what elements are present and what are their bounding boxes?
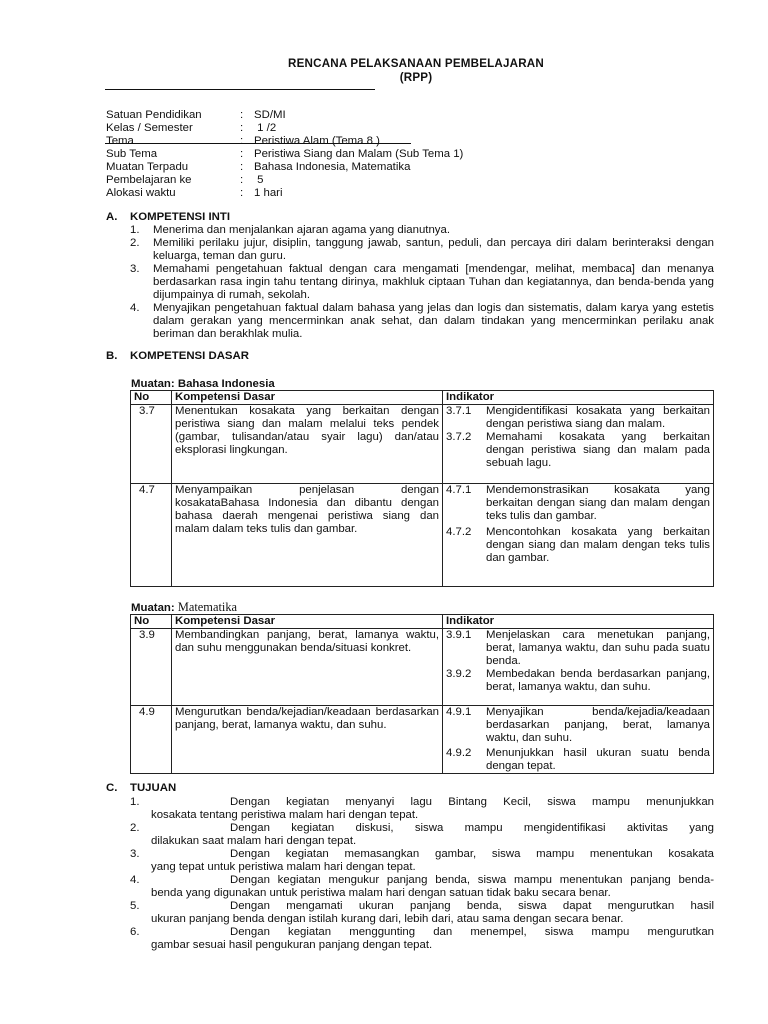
list-item xyxy=(130,263,714,302)
list-item xyxy=(130,874,714,900)
item-text: Menerima dan menjalankan ajaran agama yang dianutnya. xyxy=(153,224,450,236)
column-header: No xyxy=(131,391,172,405)
list-item xyxy=(130,822,714,848)
indikator-text: Memahami kosakata yang berkaitan dengan peristiwa siang dan malam pada sebuah lagu. xyxy=(486,431,710,469)
identity-row xyxy=(106,135,380,148)
indikator-text: Mencontohkan kosakata yang berkaitan dengan siang dan malam dengan teks tulis dan gambar. xyxy=(486,526,710,564)
indikator-code: 4.9.1 xyxy=(446,706,472,718)
indikator-cell xyxy=(443,706,714,774)
kd-number: 3.9 xyxy=(131,629,172,706)
muatan-label: Muatan: xyxy=(131,602,175,614)
indikator-text: Membedakan benda berdasarkan panjang, berat, lamanya waktu, dan suhu. xyxy=(486,668,710,693)
identity-row xyxy=(106,122,276,135)
identity-value: SD/MI xyxy=(254,109,286,121)
indikator-text: Mendemonstrasikan kosakata yang berkaitan dengan siang dan malam dengan teks tulis dan gambar. xyxy=(486,484,710,522)
identity-colon: : xyxy=(240,135,244,147)
indikator-item xyxy=(446,747,710,773)
item-text: Memiliki perilaku jujur, disiplin, tanggung jawab, santun, peduli, dan percaya diri dalam berinteraksi dengan keluarga, teman dan guru. xyxy=(153,237,714,262)
document-title: RENCANA PELAKSANAAN PEMBELAJARAN xyxy=(288,57,544,70)
identity-row xyxy=(106,174,264,187)
table-row xyxy=(131,629,714,706)
identity-colon: : xyxy=(240,174,244,186)
list-item xyxy=(130,237,714,263)
indikator-text: Menjelaskan cara menetukan panjang, berat, lamanya waktu, dan suhu pada suatu benda. xyxy=(486,629,710,667)
table-row xyxy=(131,484,714,587)
indikator-item xyxy=(446,629,710,668)
indikator-cell xyxy=(443,484,714,587)
kd-text: Menentukan kosakata yang berkaitan dengan peristiwa siang dan malam melalui teks pendek (gambar, tulisandan/atau syair lagu) dan/atau eksplorasi lingkungan. xyxy=(172,405,443,484)
list-item xyxy=(130,848,714,874)
item-text: Memahami pengetahuan faktual dengan cara mengamati [mendengar, melihat, membaca] dan menanya berdasarkan rasa ingin tahu tentang dirinya, makhluk ciptaan Tuhan dan kegiatannya, dan benda-benda yang dijumpainya di rumah, sekolah. xyxy=(153,263,714,301)
identity-label: Satuan Pendidikan xyxy=(106,109,202,121)
item-text-first-line: Dengan kegiatan memasangkan gambar, siswa mampu menentukan kosakata xyxy=(230,848,714,860)
title-underline xyxy=(105,89,375,90)
item-text-first-line: Dengan kegiatan mengukur panjang benda, siswa mampu menentukan panjang benda- xyxy=(230,874,714,886)
identity-value: Peristiwa Siang dan Malam (Sub Tema 1) xyxy=(254,148,464,160)
section-title: KOMPETENSI INTI xyxy=(130,211,230,223)
identity-value: 1 hari xyxy=(254,187,283,199)
item-number: 4. xyxy=(130,874,140,886)
muatan-bahasa-label xyxy=(131,378,275,390)
indikator-item xyxy=(446,484,710,523)
identity-colon: : xyxy=(240,109,244,121)
column-header: Indikator xyxy=(443,615,714,629)
list-item xyxy=(130,926,714,952)
item-number: 4. xyxy=(130,302,140,314)
item-number: 5. xyxy=(130,900,140,912)
item-number: 3. xyxy=(130,263,140,275)
section-heading-kompetensi-dasar xyxy=(106,350,249,362)
identity-colon: : xyxy=(240,122,244,134)
muatan-matematika-label xyxy=(131,600,237,615)
item-number: 2. xyxy=(130,822,140,834)
section-title: KOMPETENSI DASAR xyxy=(130,350,249,362)
column-header: Indikator xyxy=(443,391,714,405)
section-title: TUJUAN xyxy=(130,782,177,794)
kd-text: Menyampaikan penjelasan dengan kosakataBahasa Indonesia dan dibantu dengan bahasa daerah mengenai peristiwa siang dan malam dalam teks tulis dan gambar. xyxy=(172,484,443,587)
list-item xyxy=(130,796,714,822)
identity-value: 5 xyxy=(254,174,264,186)
item-text-continuation: yang tepat untuk peristiwa malam hari dengan tepat. xyxy=(151,861,416,873)
indikator-item xyxy=(446,526,710,565)
indikator-code: 3.9.1 xyxy=(446,629,472,641)
identity-label: Tema xyxy=(106,135,134,147)
identity-value: 1 /2 xyxy=(254,122,277,134)
identity-colon: : xyxy=(240,161,244,173)
kd-number: 3.7 xyxy=(131,405,172,484)
strikethrough-line xyxy=(105,143,411,144)
identity-row xyxy=(106,187,283,200)
item-number: 3. xyxy=(130,848,140,860)
indikator-item xyxy=(446,668,710,694)
identity-value: Bahasa Indonesia, Matematika xyxy=(254,161,411,173)
item-text: Menyajikan pengetahuan faktual dalam bahasa yang jelas dan logis dan sistematis, dalam karya yang estetis dalam gerakan yang mencerminkan anak sehat, dan dalam tindakan yang mencerminkan perilaku anak beriman dan berakhlak mulia. xyxy=(153,302,714,340)
indikator-text: Menunjukkan hasil ukuran suatu benda dengan tepat. xyxy=(486,747,710,772)
indikator-code: 4.7.2 xyxy=(446,526,472,538)
identity-row xyxy=(106,161,410,174)
item-text-continuation: ukuran panjang benda dengan istilah kurang dari, lebih dari, atau sama dengan secara benar. xyxy=(151,913,624,925)
identity-label: Alokasi waktu xyxy=(106,187,176,199)
indikator-item xyxy=(446,405,710,431)
identity-value: Peristiwa Alam (Tema 8 ) xyxy=(254,135,380,147)
item-number: 6. xyxy=(130,926,140,938)
item-text-first-line: Dengan kegiatan diskusi, siswa mampu mengidentifikasi aktivitas yang xyxy=(230,822,714,834)
indikator-code: 3.7.2 xyxy=(446,431,472,443)
section-letter: B. xyxy=(106,350,118,362)
kd-number: 4.7 xyxy=(131,484,172,587)
item-text-first-line: Dengan kegiatan menggunting dan menempel, siswa mampu mengurutkan xyxy=(230,926,714,938)
identity-colon: : xyxy=(240,148,244,160)
indikator-code: 3.9.2 xyxy=(446,668,472,680)
item-text-first-line: Dengan kegiatan menyanyi lagu Bintang Kecil, siswa mampu menunjukkan xyxy=(230,796,714,808)
kd-number: 4.9 xyxy=(131,706,172,774)
kd-table-matematika xyxy=(130,614,714,774)
muatan-label: Muatan: xyxy=(131,378,175,390)
item-number: 2. xyxy=(130,237,140,249)
muatan-value: Matematika xyxy=(177,600,238,614)
kd-text: Mengurutkan benda/kejadian/keadaan berdasarkan panjang, berat, lamanya waktu, dan suhu. xyxy=(172,706,443,774)
identity-label: Muatan Terpadu xyxy=(106,161,189,173)
list-item xyxy=(130,900,714,926)
list-item xyxy=(130,224,714,237)
identity-label: Sub Tema xyxy=(106,148,158,160)
item-number: 1. xyxy=(130,224,140,236)
indikator-text: Menyajikan benda/kejadia/keadaan berdasarkan panjang, berat, lamanya waktu, dan suhu. xyxy=(486,706,710,744)
identity-colon: : xyxy=(240,187,244,199)
indikator-cell xyxy=(443,405,714,484)
indikator-item xyxy=(446,431,710,470)
item-text-first-line: Dengan mengamati ukuran panjang benda, siswa dapat mengurutkan hasil xyxy=(230,900,714,912)
list-item xyxy=(130,302,714,341)
identity-label: Pembelajaran ke xyxy=(106,174,192,186)
item-text-continuation: dilakukan saat malam hari dengan tepat. xyxy=(151,835,357,847)
kompetensi-inti-list xyxy=(130,224,714,341)
identity-row xyxy=(106,148,463,161)
tujuan-list xyxy=(130,796,714,952)
indikator-code: 4.7.1 xyxy=(446,484,472,496)
indikator-text: Mengidentifikasi kosakata yang berkaitan dengan peristiwa siang dan malam. xyxy=(486,405,710,430)
column-header: No xyxy=(131,615,172,629)
indikator-code: 4.9.2 xyxy=(446,747,472,759)
column-header: Kompetensi Dasar xyxy=(172,391,443,405)
item-text-continuation: benda yang digunakan untuk peristiwa malam hari dengan satuan tidak baku secara benar. xyxy=(151,887,611,899)
table-row xyxy=(131,706,714,774)
document-subtitle: (RPP) xyxy=(399,71,433,84)
indikator-cell xyxy=(443,629,714,706)
section-letter: A. xyxy=(106,211,118,223)
kd-table-bahasa xyxy=(130,390,714,587)
table-row xyxy=(131,405,714,484)
section-heading-tujuan xyxy=(106,782,176,794)
table-header-row xyxy=(131,615,714,629)
item-number: 1. xyxy=(130,796,140,808)
muatan-value: Bahasa Indonesia xyxy=(177,378,275,390)
section-letter: C. xyxy=(106,782,118,794)
table-header-row xyxy=(131,391,714,405)
identity-row xyxy=(106,109,286,122)
kd-text: Membandingkan panjang, berat, lamanya waktu, dan suhu menggunakan benda/situasi konkret. xyxy=(172,629,443,706)
item-text-continuation: gambar sesuai hasil pengukuran panjang dengan tepat. xyxy=(151,939,433,951)
item-text-continuation: kosakata tentang peristiwa malam hari dengan tepat. xyxy=(151,809,419,821)
indikator-code: 3.7.1 xyxy=(446,405,472,417)
column-header: Kompetensi Dasar xyxy=(172,615,443,629)
indikator-item xyxy=(446,706,710,745)
section-heading-kompetensi-inti xyxy=(106,211,230,223)
identity-label: Kelas / Semester xyxy=(106,122,193,134)
